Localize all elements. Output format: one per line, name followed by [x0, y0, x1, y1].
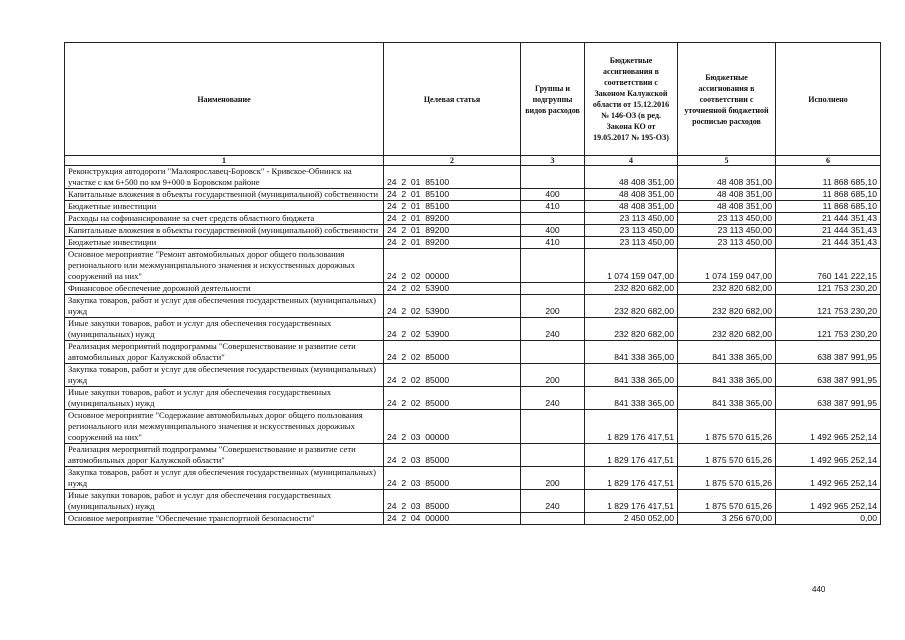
row-group-code — [521, 213, 585, 225]
table-row — [65, 467, 881, 490]
header-refined: Бюджетные ассигнования в соответствии с уточненной бюджетной росписью расходов — [678, 43, 776, 156]
row-law-amount: 23 113 450,00 — [585, 213, 678, 225]
row-name: Реализация мероприятий подпрограммы "Совершенствование и развитие сети автомобильных дорог Калужской области" — [65, 341, 384, 364]
table-body — [65, 156, 881, 525]
row-name: Закупка товаров, работ и услуг для обеспечения государственных (муниципальных) нужд — [65, 467, 384, 490]
row-refined-amount: 1 875 570 615,26 — [678, 444, 776, 467]
header-target: Целевая статья — [384, 43, 521, 156]
column-numbers-row — [65, 156, 881, 166]
row-group-code: 200 — [521, 295, 585, 318]
row-law-amount: 48 408 351,00 — [585, 166, 678, 189]
column-number: 6 — [776, 156, 881, 166]
row-law-amount: 1 829 176 417,51 — [585, 444, 678, 467]
row-group-code: 400 — [521, 225, 585, 237]
row-executed-amount: 638 387 991,95 — [776, 364, 881, 387]
row-target-code: 24 2 02 85000 — [384, 341, 521, 364]
row-group-code — [521, 410, 585, 444]
table-row — [65, 318, 881, 341]
table-row — [65, 213, 881, 225]
column-number: 1 — [65, 156, 384, 166]
row-law-amount: 23 113 450,00 — [585, 225, 678, 237]
row-target-code: 24 2 01 89200 — [384, 225, 521, 237]
row-group-code: 240 — [521, 490, 585, 513]
row-refined-amount: 1 875 570 615,26 — [678, 467, 776, 490]
row-executed-amount: 638 387 991,95 — [776, 387, 881, 410]
row-group-code: 410 — [521, 237, 585, 249]
row-refined-amount: 48 408 351,00 — [678, 201, 776, 213]
row-refined-amount: 23 113 450,00 — [678, 237, 776, 249]
row-name: Реконструкция автодороги "Малоярославец-Боровск" - Кривское-Обнинск на участке с км 6+500 по км 9+000 в Боровском районе — [65, 166, 384, 189]
table-row — [65, 201, 881, 213]
row-executed-amount: 121 753 230,20 — [776, 283, 881, 295]
row-group-code: 200 — [521, 467, 585, 490]
row-target-code: 24 2 01 85100 — [384, 201, 521, 213]
row-name: Капитальные вложения в объекты государственной (муниципальной) собственности — [65, 225, 384, 237]
table-row — [65, 249, 881, 283]
table-row — [65, 189, 881, 201]
row-name: Бюджетные инвестиции — [65, 237, 384, 249]
column-number: 4 — [585, 156, 678, 166]
row-refined-amount: 23 113 450,00 — [678, 213, 776, 225]
row-name: Бюджетные инвестиции — [65, 201, 384, 213]
row-executed-amount: 21 444 351,43 — [776, 225, 881, 237]
row-group-code: 400 — [521, 189, 585, 201]
row-name: Основное мероприятие "Ремонт автомобильных дорог общего пользования регионального или межмуниципального значения и искусственных дорожных сооружений на них" — [65, 249, 384, 283]
row-executed-amount: 11 868 685,10 — [776, 166, 881, 189]
row-law-amount: 1 829 176 417,51 — [585, 410, 678, 444]
table-row — [65, 387, 881, 410]
row-refined-amount: 232 820 682,00 — [678, 318, 776, 341]
row-refined-amount: 1 875 570 615,26 — [678, 410, 776, 444]
header-law: Бюджетные ассигнования в соответствии с Законом Калужской области от 15.12.2016 № 146-ОЗ (в ред. Закона КО от 19.05.2017 № 195-ОЗ) — [585, 43, 678, 156]
row-group-code — [521, 341, 585, 364]
row-name: Реализация мероприятий подпрограммы "Совершенствование и развитие сети автомобильных дорог Калужской области" — [65, 444, 384, 467]
row-target-code: 24 2 01 89200 — [384, 237, 521, 249]
row-law-amount: 841 338 365,00 — [585, 364, 678, 387]
row-law-amount: 1 074 159 047,00 — [585, 249, 678, 283]
row-law-amount: 232 820 682,00 — [585, 318, 678, 341]
row-name: Капитальные вложения в объекты государственной (муниципальной) собственности — [65, 189, 384, 201]
row-target-code: 24 2 02 53900 — [384, 318, 521, 341]
budget-table — [64, 42, 881, 525]
row-refined-amount: 23 113 450,00 — [678, 225, 776, 237]
row-group-code — [521, 513, 585, 525]
row-law-amount: 23 113 450,00 — [585, 237, 678, 249]
row-refined-amount: 1 875 570 615,26 — [678, 490, 776, 513]
row-law-amount: 1 829 176 417,51 — [585, 490, 678, 513]
row-name: Иные закупки товаров, работ и услуг для обеспечения государственных (муниципальных) нужд — [65, 490, 384, 513]
row-law-amount: 2 450 052,00 — [585, 513, 678, 525]
column-number: 2 — [384, 156, 521, 166]
header-executed: Исполнено — [776, 43, 881, 156]
column-number: 5 — [678, 156, 776, 166]
header-row — [65, 43, 881, 156]
table-row — [65, 237, 881, 249]
table-row — [65, 364, 881, 387]
table-row — [65, 166, 881, 189]
row-target-code: 24 2 03 85000 — [384, 467, 521, 490]
row-name: Иные закупки товаров, работ и услуг для обеспечения государственных (муниципальных) нужд — [65, 387, 384, 410]
row-name: Закупка товаров, работ и услуг для обеспечения государственных (муниципальных) нужд — [65, 364, 384, 387]
row-executed-amount: 1 492 965 252,14 — [776, 444, 881, 467]
row-executed-amount: 760 141 222,15 — [776, 249, 881, 283]
row-target-code: 24 2 02 00000 — [384, 249, 521, 283]
row-law-amount: 48 408 351,00 — [585, 189, 678, 201]
row-group-code — [521, 249, 585, 283]
row-law-amount: 841 338 365,00 — [585, 341, 678, 364]
table-row — [65, 283, 881, 295]
row-target-code: 24 2 02 85000 — [384, 387, 521, 410]
row-group-code: 410 — [521, 201, 585, 213]
row-target-code: 24 2 02 53900 — [384, 295, 521, 318]
column-number: 3 — [521, 156, 585, 166]
row-target-code: 24 2 03 85000 — [384, 490, 521, 513]
row-executed-amount: 0,00 — [776, 513, 881, 525]
row-target-code: 24 2 02 53900 — [384, 283, 521, 295]
row-group-code — [521, 166, 585, 189]
row-executed-amount: 121 753 230,20 — [776, 318, 881, 341]
row-refined-amount: 232 820 682,00 — [678, 283, 776, 295]
row-refined-amount: 1 074 159 047,00 — [678, 249, 776, 283]
row-executed-amount: 638 387 991,95 — [776, 341, 881, 364]
row-refined-amount: 48 408 351,00 — [678, 166, 776, 189]
row-group-code: 240 — [521, 318, 585, 341]
row-target-code: 24 2 03 00000 — [384, 410, 521, 444]
row-executed-amount: 21 444 351,43 — [776, 237, 881, 249]
row-law-amount: 48 408 351,00 — [585, 201, 678, 213]
table-row — [65, 490, 881, 513]
row-target-code: 24 2 03 85000 — [384, 444, 521, 467]
table-row — [65, 410, 881, 444]
row-executed-amount: 1 492 965 252,14 — [776, 490, 881, 513]
row-executed-amount: 121 753 230,20 — [776, 295, 881, 318]
row-executed-amount: 11 868 685,10 — [776, 189, 881, 201]
row-target-code: 24 2 01 85100 — [384, 166, 521, 189]
row-refined-amount: 841 338 365,00 — [678, 364, 776, 387]
row-group-code: 200 — [521, 364, 585, 387]
header-groups: Группы и подгруппы видов расходов — [521, 43, 585, 156]
row-refined-amount: 3 256 670,00 — [678, 513, 776, 525]
row-refined-amount: 48 408 351,00 — [678, 189, 776, 201]
row-name: Финансовое обеспечение дорожной деятельности — [65, 283, 384, 295]
table-row — [65, 295, 881, 318]
row-refined-amount: 841 338 365,00 — [678, 387, 776, 410]
row-group-code — [521, 444, 585, 467]
table-row — [65, 444, 881, 467]
row-law-amount: 1 829 176 417,51 — [585, 467, 678, 490]
row-name: Иные закупки товаров, работ и услуг для обеспечения государственных (муниципальных) нужд — [65, 318, 384, 341]
row-target-code: 24 2 01 85100 — [384, 189, 521, 201]
table-row — [65, 513, 881, 525]
row-executed-amount: 11 868 685,10 — [776, 201, 881, 213]
row-executed-amount: 1 492 965 252,14 — [776, 410, 881, 444]
row-executed-amount: 21 444 351,43 — [776, 213, 881, 225]
row-executed-amount: 1 492 965 252,14 — [776, 467, 881, 490]
row-group-code — [521, 283, 585, 295]
row-refined-amount: 232 820 682,00 — [678, 295, 776, 318]
page-number: 440 — [812, 585, 826, 594]
row-name: Расходы на софинансирование за счет средств областного бюджета — [65, 213, 384, 225]
row-law-amount: 841 338 365,00 — [585, 387, 678, 410]
row-name: Основное мероприятие "Обеспечение транспортной безопасности" — [65, 513, 384, 525]
row-refined-amount: 841 338 365,00 — [678, 341, 776, 364]
row-target-code: 24 2 01 89200 — [384, 213, 521, 225]
row-law-amount: 232 820 682,00 — [585, 283, 678, 295]
table-row — [65, 225, 881, 237]
table-row — [65, 341, 881, 364]
row-target-code: 24 2 02 85000 — [384, 364, 521, 387]
row-name: Основное мероприятие "Содержание автомобильных дорог общего пользования регионального или межмуниципального значения и искусственных дорожных сооружений на них" — [65, 410, 384, 444]
row-group-code: 240 — [521, 387, 585, 410]
row-name: Закупка товаров, работ и услуг для обеспечения государственных (муниципальных) нужд — [65, 295, 384, 318]
row-target-code: 24 2 04 00000 — [384, 513, 521, 525]
row-law-amount: 232 820 682,00 — [585, 295, 678, 318]
header-name: Наименование — [65, 43, 384, 156]
